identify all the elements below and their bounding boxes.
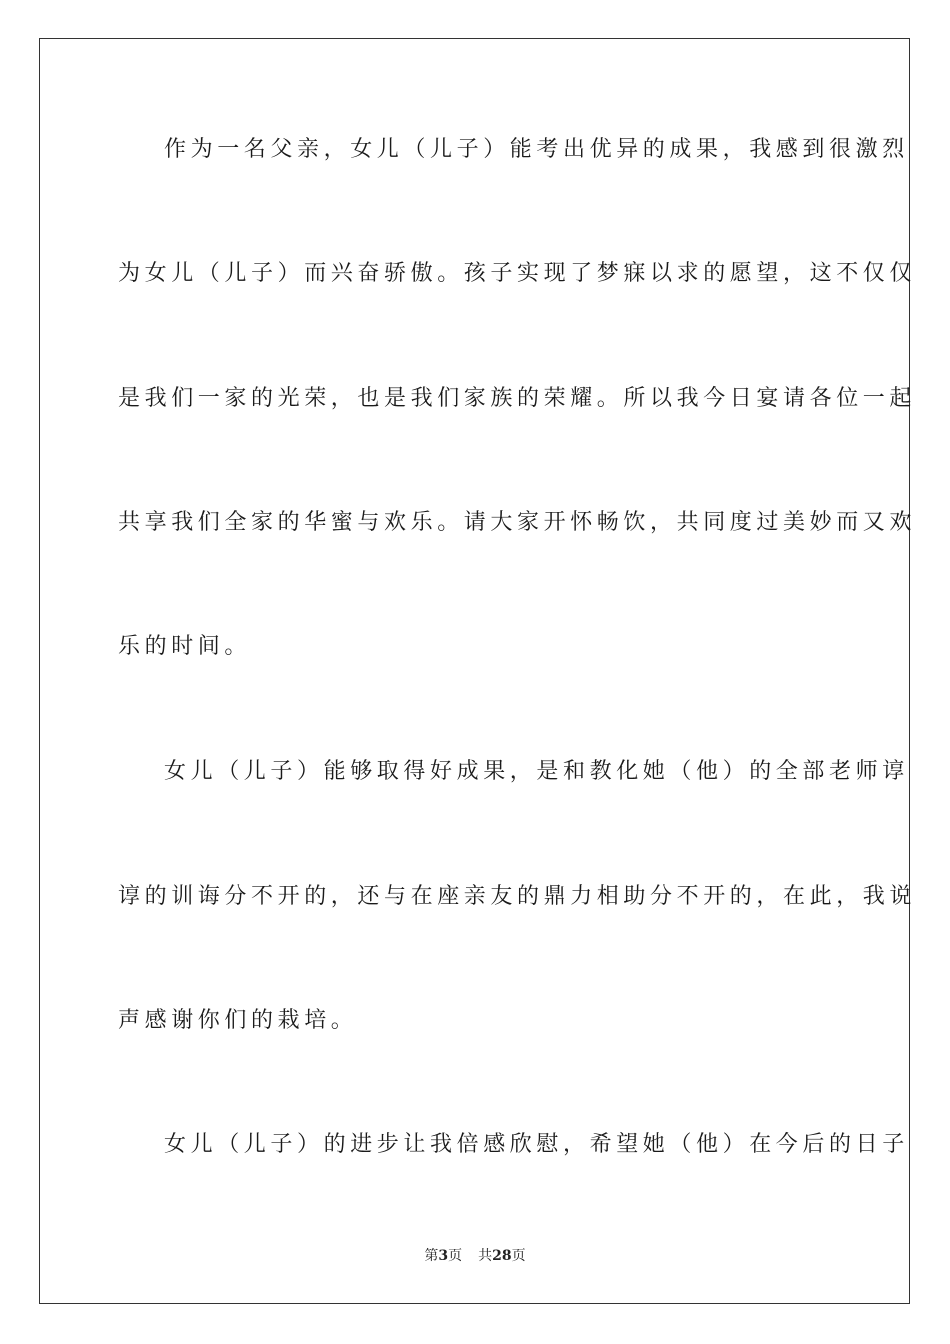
page-suffix: 页 [448, 1248, 463, 1264]
paragraph-1-line-2: 为女儿（儿子）而兴奋骄傲。孩子实现了梦寐以求的愿望，这不仅仅 [118, 261, 917, 286]
total-suffix: 页 [511, 1248, 526, 1264]
page-number: 3 [438, 1248, 449, 1264]
paragraph-2-line-3: 声感谢你们的栽培。 [118, 1008, 358, 1033]
paragraph-1-line-5: 乐的时间。 [118, 634, 252, 659]
total-prefix: 共 [478, 1248, 493, 1264]
paragraph-2-line-1: 女儿（儿子）能够取得好成果，是和教化她（他）的全部老师谆 [164, 759, 909, 784]
paragraph-3-line-1: 女儿（儿子）的进步让我倍感欣慰，希望她（他）在今后的日子 [164, 1132, 909, 1157]
paragraph-1-line-4: 共享我们全家的华蜜与欢乐。请大家开怀畅饮，共同度过美妙而又欢 [118, 510, 917, 535]
paragraph-2-line-2: 谆的训诲分不开的，还与在座亲友的鼎力相助分不开的，在此，我说 [118, 884, 917, 909]
paragraph-1-line-3: 是我们一家的光荣，也是我们家族的荣耀。所以我今日宴请各位一起 [118, 386, 917, 411]
page-footer [0, 1246, 950, 1266]
paragraph-1-line-1: 作为一名父亲，女儿（儿子）能考出优异的成果，我感到很激烈 [164, 137, 909, 162]
page-prefix: 第 [424, 1248, 439, 1264]
total-pages: 28 [492, 1248, 512, 1264]
page-border [39, 38, 917, 1304]
